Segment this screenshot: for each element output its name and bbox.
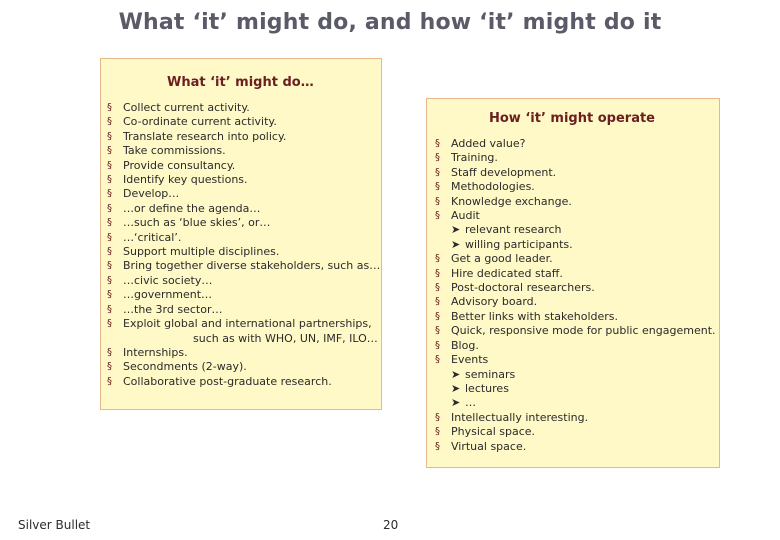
list-item: § Training. bbox=[435, 151, 717, 165]
what-it-might-do-list bbox=[107, 101, 379, 389]
list-item: § Blog. bbox=[435, 339, 717, 353]
arrow-bullet-icon: ➤ bbox=[451, 381, 461, 395]
footer-brand: Silver Bullet bbox=[18, 518, 91, 532]
list-item: § …the 3rd sector… bbox=[107, 303, 379, 317]
sub-list-item bbox=[435, 382, 717, 396]
list-item: § Secondments (2-way). bbox=[107, 360, 379, 374]
sub-list-item bbox=[435, 368, 717, 382]
how-it-might-operate-heading: How ‘it’ might operate bbox=[489, 111, 655, 126]
list-item: § Events bbox=[435, 353, 717, 367]
list-item: § Quick, responsive mode for public engagement. bbox=[435, 324, 717, 338]
list-item: § Virtual space. bbox=[435, 440, 717, 454]
sub-list-item-label: … bbox=[465, 396, 476, 410]
list-item: § Translate research into policy. bbox=[107, 130, 379, 144]
list-item: § Get a good leader. bbox=[435, 252, 717, 266]
list-item: § Collaborative post-graduate research. bbox=[107, 375, 379, 389]
list-item: § Better links with stakeholders. bbox=[435, 310, 717, 324]
list-item: § Audit bbox=[435, 209, 717, 223]
list-item: § Bring together diverse stakeholders, such as… bbox=[107, 259, 379, 273]
list-item: § Methodologies. bbox=[435, 180, 717, 194]
list-item: § Post-doctoral researchers. bbox=[435, 281, 717, 295]
sub-list-item bbox=[435, 223, 717, 237]
how-it-might-operate-list bbox=[435, 137, 717, 454]
list-item: § Physical space. bbox=[435, 425, 717, 439]
list-item: § Take commissions. bbox=[107, 144, 379, 158]
sub-list-item bbox=[435, 238, 717, 252]
list-item: § …such as ‘blue skies’, or… bbox=[107, 216, 379, 230]
slide-title: What ‘it’ might do, and how ‘it’ might do it bbox=[118, 10, 662, 35]
sub-list-item-label: relevant research bbox=[465, 223, 562, 237]
sub-list-item-label: seminars bbox=[465, 367, 516, 381]
what-it-might-do-heading: What ‘it’ might do… bbox=[167, 75, 314, 90]
list-item: § …or define the agenda… bbox=[107, 202, 379, 216]
list-item: § Support multiple disciplines. bbox=[107, 245, 379, 259]
list-item: § Knowledge exchange. bbox=[435, 195, 717, 209]
list-item: § Intellectually interesting. bbox=[435, 411, 717, 425]
sub-list-item-label: lectures bbox=[465, 381, 509, 395]
what-it-might-do-box bbox=[100, 58, 382, 410]
page-number: 20 bbox=[383, 518, 399, 532]
how-it-might-operate-box bbox=[426, 98, 720, 468]
list-item: § Staff development. bbox=[435, 166, 717, 180]
list-item: § …civic society… bbox=[107, 274, 379, 288]
list-item: § Co-ordinate current activity. bbox=[107, 115, 379, 129]
list-item: § Develop… bbox=[107, 187, 379, 201]
list-item: § Internships. bbox=[107, 346, 379, 360]
list-item: § Hire dedicated staff. bbox=[435, 267, 717, 281]
list-item: § …government… bbox=[107, 288, 379, 302]
list-item: § Identify key questions. bbox=[107, 173, 379, 187]
sub-list-item bbox=[435, 396, 717, 410]
arrow-bullet-icon: ➤ bbox=[451, 237, 461, 251]
list-item-continuation: such as with WHO, UN, IMF, ILO… bbox=[193, 331, 378, 345]
list-item: § Provide consultancy. bbox=[107, 159, 379, 173]
arrow-bullet-icon: ➤ bbox=[451, 396, 461, 410]
list-item: § …‘critical’. bbox=[107, 231, 379, 245]
arrow-bullet-icon: ➤ bbox=[451, 223, 461, 237]
arrow-bullet-icon: ➤ bbox=[451, 367, 461, 381]
list-item: § Added value? bbox=[435, 137, 717, 151]
list-item: § Advisory board. bbox=[435, 295, 717, 309]
list-item: § Exploit global and international partnerships, bbox=[107, 317, 379, 331]
list-item: § Collect current activity. bbox=[107, 101, 379, 115]
sub-list-item-label: willing participants. bbox=[465, 237, 573, 251]
